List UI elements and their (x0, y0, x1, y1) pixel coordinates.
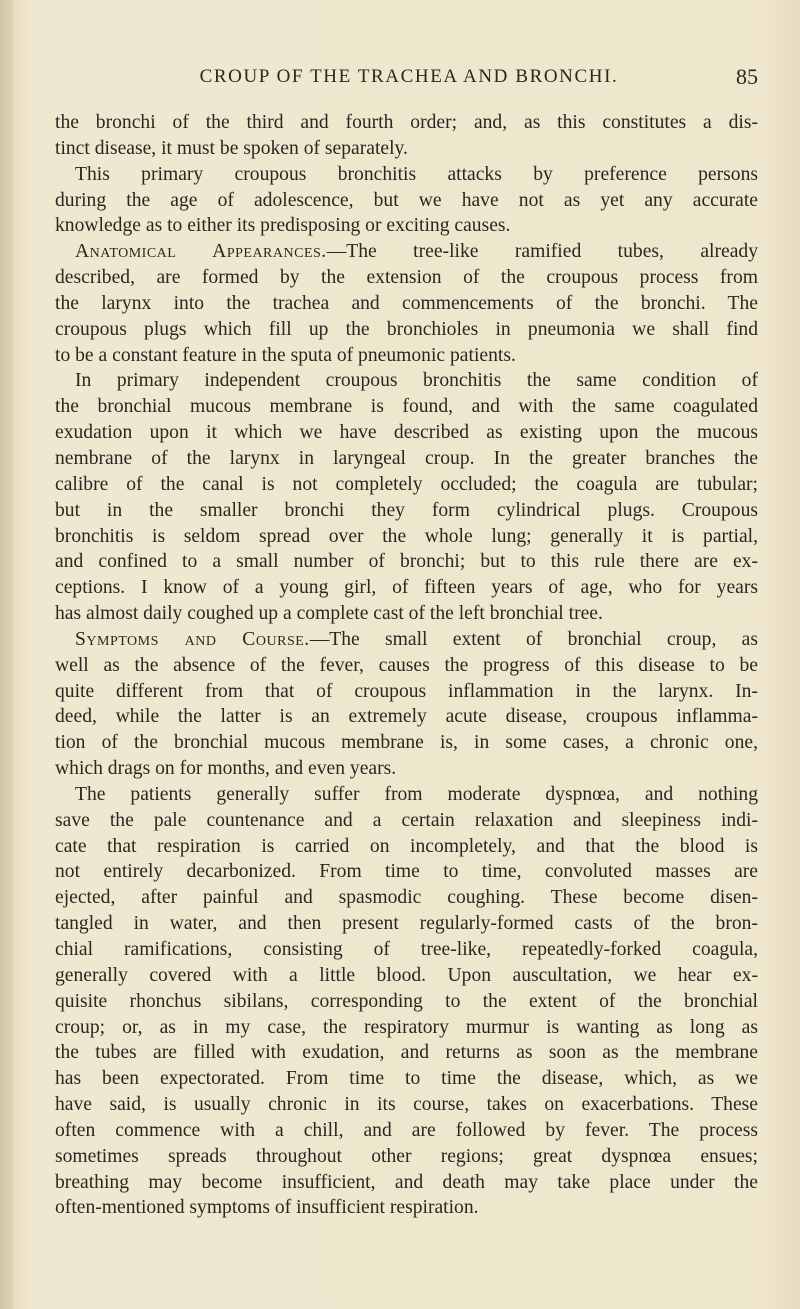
text-line: In primary independent croupous bronchitis the same condition of (75, 370, 758, 392)
text-line (55, 627, 758, 653)
section-heading: Anatomical Appearances. (75, 241, 327, 263)
text-line: sometimes spreads throughout other regions; great dyspnœa ensues; (55, 1145, 758, 1167)
text-line: often commence with a chill, and are followed by fever. The process (55, 1119, 758, 1141)
section-heading: Symptoms and Course. (75, 628, 310, 650)
text-line: calibre of the canal is not completely occluded; the coagula are tubular; (55, 473, 758, 495)
text-line: knowledge as to either its predisposing or exciting causes. (55, 215, 511, 237)
text-line: during the age of adolescence, but we have not as yet any accurate (55, 189, 758, 211)
text-line: croupous plugs which fill up the bronchioles in pneumonia we shall find (55, 318, 758, 340)
text-line: bronchitis is seldom spread over the whole lung; generally it is partial, (55, 525, 758, 547)
text-line: the bronchi of the third and fourth order; and, as this constitutes a dis- (55, 112, 758, 133)
text-line: nembrane of the larynx in laryngeal croup. In the greater branches the (55, 447, 758, 469)
text-line: to be a constant feature in the sputa of pneumonic patients. (55, 344, 516, 366)
text-line: ejected, after painful and spasmodic coughing. These become disen- (55, 887, 758, 909)
text-line: has been expectorated. From time to time the disease, which, as we (55, 1068, 758, 1090)
text-line: deed, while the latter is an extremely acute disease, croupous inflamma- (55, 706, 758, 728)
text-line: has almost daily coughed up a complete cast of the left bronchial tree. (55, 603, 603, 625)
text-line: and confined to a small number of bronchi; but to this rule there are ex- (55, 551, 758, 573)
text-line: described, are formed by the extension of the croupous process from (55, 267, 758, 289)
text-run: —The tree-like ramified tubes, already (326, 241, 758, 263)
text-line: quisite rhonchus sibilans, corresponding to the extent of the bronchial (55, 990, 758, 1012)
body-text (55, 110, 758, 1221)
text-line: the larynx into the trachea and commencements of the bronchi. The (55, 292, 758, 314)
text-line: which drags on for months, and even years. (55, 758, 397, 780)
text-run: —The small extent of bronchial croup, as (309, 628, 758, 650)
text-line: tangled in water, and then present regularly-formed casts of the bron- (55, 913, 758, 935)
text-line: This primary croupous bronchitis attacks by preference persons (75, 163, 758, 185)
text-line: quite different from that of croupous inflammation in the larynx. In- (55, 680, 758, 702)
text-line: the tubes are filled with exudation, and returns as soon as the membrane (55, 1042, 758, 1064)
text-line: well as the absence of the fever, causes the progress of this disease to be (55, 654, 758, 676)
text-line: tinct disease, it must be spoken of separately. (55, 137, 408, 159)
text-line: the bronchial mucous membrane is found, and with the same coagulated (55, 396, 758, 418)
text-line: breathing may become insufficient, and death may take place under the (55, 1171, 758, 1193)
page-number: 85 (736, 64, 758, 89)
running-head: CROUP OF THE TRACHEA AND BRONCHI. (199, 66, 619, 87)
text-line: tion of the bronchial mucous membrane is, in some cases, a chronic one, (55, 732, 758, 754)
text-line: have said, is usually chronic in its course, takes on exacerbations. These (55, 1094, 758, 1116)
text-line: The patients generally suffer from moderate dyspnœa, and nothing (75, 783, 758, 805)
text-line (55, 239, 758, 265)
text-line: cate that respiration is carried on incompletely, and that the blood is (55, 835, 758, 857)
text-line: generally covered with a little blood. Upon auscultation, we hear ex- (55, 964, 758, 986)
text-line: croup; or, as in my case, the respiratory murmur is wanting as long as (55, 1016, 758, 1038)
text-line: but in the smaller bronchi they form cylindrical plugs. Croupous (55, 499, 758, 521)
text-line: often-mentioned symptoms of insufficient respiration. (55, 1197, 479, 1219)
text-line: chial ramifications, consisting of tree-like, repeatedly-forked coagula, (55, 939, 758, 960)
page-header (60, 64, 758, 92)
page-gutter (0, 0, 14, 1309)
text-line: ceptions. I know of a young girl, of fifteen years of age, who for years (55, 577, 758, 599)
text-line: not entirely decarbonized. From time to time, convoluted masses are (55, 861, 758, 883)
text-line: exudation upon it which we have described as existing upon the mucous (55, 422, 758, 444)
text-line: save the pale countenance and a certain relaxation and sleepiness indi- (55, 809, 758, 831)
